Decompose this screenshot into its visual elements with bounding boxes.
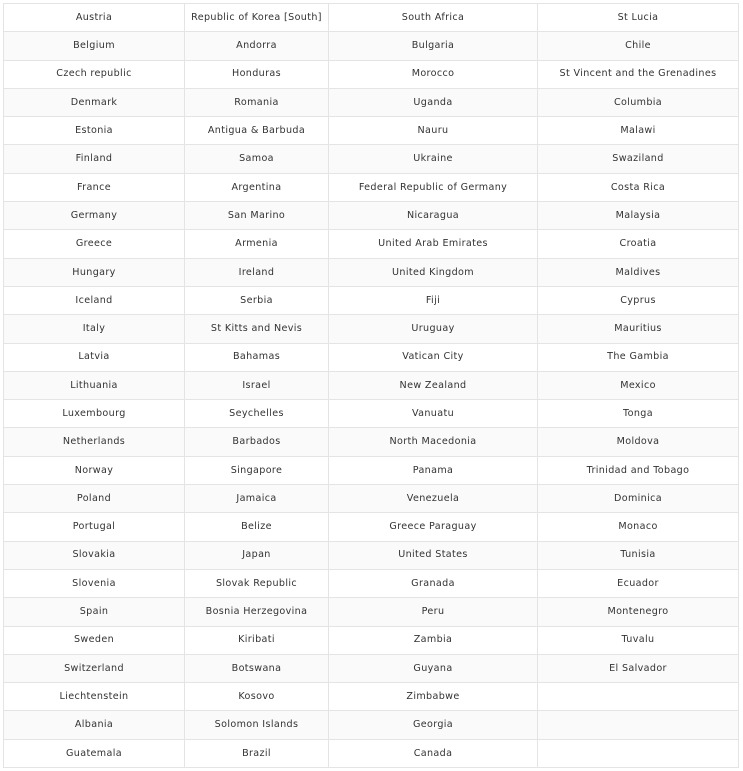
- country-cell: Samoa: [185, 145, 329, 173]
- country-cell: San Marino: [185, 202, 329, 230]
- country-cell: Andorra: [185, 32, 329, 60]
- country-cell: Peru: [329, 598, 538, 626]
- table-row: [4, 371, 739, 399]
- country-cell: United States: [329, 541, 538, 569]
- country-cell: Liechtenstein: [4, 683, 185, 711]
- country-cell: Honduras: [185, 60, 329, 88]
- country-cell: Malaysia: [538, 202, 739, 230]
- table-row: [4, 145, 739, 173]
- country-cell: Federal Republic of Germany: [329, 173, 538, 201]
- table-row: [4, 711, 739, 739]
- country-cell: Armenia: [185, 230, 329, 258]
- country-cell: Estonia: [4, 117, 185, 145]
- country-cell: Ecuador: [538, 569, 739, 597]
- country-cell: Austria: [4, 4, 185, 32]
- table-row: [4, 117, 739, 145]
- country-cell: Kiribati: [185, 626, 329, 654]
- country-cell: United Arab Emirates: [329, 230, 538, 258]
- table-row: [4, 60, 739, 88]
- country-cell: Nauru: [329, 117, 538, 145]
- country-cell: Botswana: [185, 654, 329, 682]
- country-cell: Tonga: [538, 400, 739, 428]
- country-cell: Cyprus: [538, 286, 739, 314]
- country-cell: Israel: [185, 371, 329, 399]
- country-cell: Poland: [4, 485, 185, 513]
- country-cell: Slovenia: [4, 569, 185, 597]
- country-cell: Maldives: [538, 258, 739, 286]
- country-cell: St Lucia: [538, 4, 739, 32]
- table-row: [4, 456, 739, 484]
- country-cell: Spain: [4, 598, 185, 626]
- country-cell: Uruguay: [329, 315, 538, 343]
- country-cell: New Zealand: [329, 371, 538, 399]
- table-row: [4, 286, 739, 314]
- table-row: [4, 32, 739, 60]
- country-cell: Dominica: [538, 485, 739, 513]
- country-cell: Monaco: [538, 513, 739, 541]
- table-row: [4, 541, 739, 569]
- country-table-body: [4, 4, 739, 768]
- country-cell: Singapore: [185, 456, 329, 484]
- country-cell: Belize: [185, 513, 329, 541]
- country-cell: Republic of Korea [South]: [185, 4, 329, 32]
- country-cell: Iceland: [4, 286, 185, 314]
- country-cell: Swaziland: [538, 145, 739, 173]
- country-cell: Czech republic: [4, 60, 185, 88]
- table-row: [4, 569, 739, 597]
- table-row: [4, 428, 739, 456]
- country-cell: Romania: [185, 88, 329, 116]
- country-cell: Montenegro: [538, 598, 739, 626]
- country-cell: Costa Rica: [538, 173, 739, 201]
- country-cell: Latvia: [4, 343, 185, 371]
- country-cell: Moldova: [538, 428, 739, 456]
- country-cell: Serbia: [185, 286, 329, 314]
- table-row: [4, 485, 739, 513]
- country-cell: Venezuela: [329, 485, 538, 513]
- country-table: [3, 3, 739, 768]
- country-cell: Greece Paraguay: [329, 513, 538, 541]
- country-cell: Jamaica: [185, 485, 329, 513]
- table-row: [4, 173, 739, 201]
- country-cell: Vanuatu: [329, 400, 538, 428]
- country-cell: Canada: [329, 739, 538, 767]
- country-cell: Brazil: [185, 739, 329, 767]
- country-cell: Nicaragua: [329, 202, 538, 230]
- country-cell: Italy: [4, 315, 185, 343]
- country-cell: Netherlands: [4, 428, 185, 456]
- country-cell: [538, 739, 739, 767]
- country-cell: United Kingdom: [329, 258, 538, 286]
- country-cell: Barbados: [185, 428, 329, 456]
- country-cell: Granada: [329, 569, 538, 597]
- country-cell: Norway: [4, 456, 185, 484]
- country-cell: Malawi: [538, 117, 739, 145]
- country-cell: Albania: [4, 711, 185, 739]
- country-cell: Guyana: [329, 654, 538, 682]
- country-cell: Japan: [185, 541, 329, 569]
- country-cell: Hungary: [4, 258, 185, 286]
- country-cell: [538, 683, 739, 711]
- country-cell: St Vincent and the Grenadines: [538, 60, 739, 88]
- country-cell: Belgium: [4, 32, 185, 60]
- table-row: [4, 683, 739, 711]
- country-cell: Lithuania: [4, 371, 185, 399]
- table-row: [4, 258, 739, 286]
- table-row: [4, 654, 739, 682]
- country-cell: Greece: [4, 230, 185, 258]
- country-cell: Columbia: [538, 88, 739, 116]
- country-cell: Luxembourg: [4, 400, 185, 428]
- country-cell: Bahamas: [185, 343, 329, 371]
- country-cell: Bosnia Herzegovina: [185, 598, 329, 626]
- table-row: [4, 230, 739, 258]
- country-cell: Tuvalu: [538, 626, 739, 654]
- country-cell: Trinidad and Tobago: [538, 456, 739, 484]
- country-cell: Vatican City: [329, 343, 538, 371]
- table-row: [4, 343, 739, 371]
- country-cell: Finland: [4, 145, 185, 173]
- country-cell: Morocco: [329, 60, 538, 88]
- country-cell: Antigua & Barbuda: [185, 117, 329, 145]
- country-cell: Mauritius: [538, 315, 739, 343]
- table-row: [4, 513, 739, 541]
- country-cell: Georgia: [329, 711, 538, 739]
- country-cell: Tunisia: [538, 541, 739, 569]
- table-row: [4, 739, 739, 767]
- country-cell: Slovakia: [4, 541, 185, 569]
- country-cell: Panama: [329, 456, 538, 484]
- country-cell: Ireland: [185, 258, 329, 286]
- country-cell: France: [4, 173, 185, 201]
- country-cell: Argentina: [185, 173, 329, 201]
- country-cell: Fiji: [329, 286, 538, 314]
- country-cell: Denmark: [4, 88, 185, 116]
- country-cell: South Africa: [329, 4, 538, 32]
- country-cell: [538, 711, 739, 739]
- table-row: [4, 626, 739, 654]
- country-cell: Guatemala: [4, 739, 185, 767]
- table-row: [4, 400, 739, 428]
- country-cell: Slovak Republic: [185, 569, 329, 597]
- country-cell: Zambia: [329, 626, 538, 654]
- country-cell: The Gambia: [538, 343, 739, 371]
- country-cell: Croatia: [538, 230, 739, 258]
- country-cell: Bulgaria: [329, 32, 538, 60]
- country-cell: Uganda: [329, 88, 538, 116]
- country-cell: Kosovo: [185, 683, 329, 711]
- country-cell: Chile: [538, 32, 739, 60]
- table-row: [4, 315, 739, 343]
- country-cell: Ukraine: [329, 145, 538, 173]
- table-row: [4, 202, 739, 230]
- country-cell: North Macedonia: [329, 428, 538, 456]
- country-cell: Portugal: [4, 513, 185, 541]
- country-cell: Zimbabwe: [329, 683, 538, 711]
- table-row: [4, 88, 739, 116]
- country-cell: Switzerland: [4, 654, 185, 682]
- country-cell: Seychelles: [185, 400, 329, 428]
- country-cell: El Salvador: [538, 654, 739, 682]
- country-cell: Solomon Islands: [185, 711, 329, 739]
- table-row: [4, 4, 739, 32]
- country-cell: Germany: [4, 202, 185, 230]
- country-cell: St Kitts and Nevis: [185, 315, 329, 343]
- country-table-container: [3, 3, 738, 768]
- country-cell: Mexico: [538, 371, 739, 399]
- country-cell: Sweden: [4, 626, 185, 654]
- table-row: [4, 598, 739, 626]
